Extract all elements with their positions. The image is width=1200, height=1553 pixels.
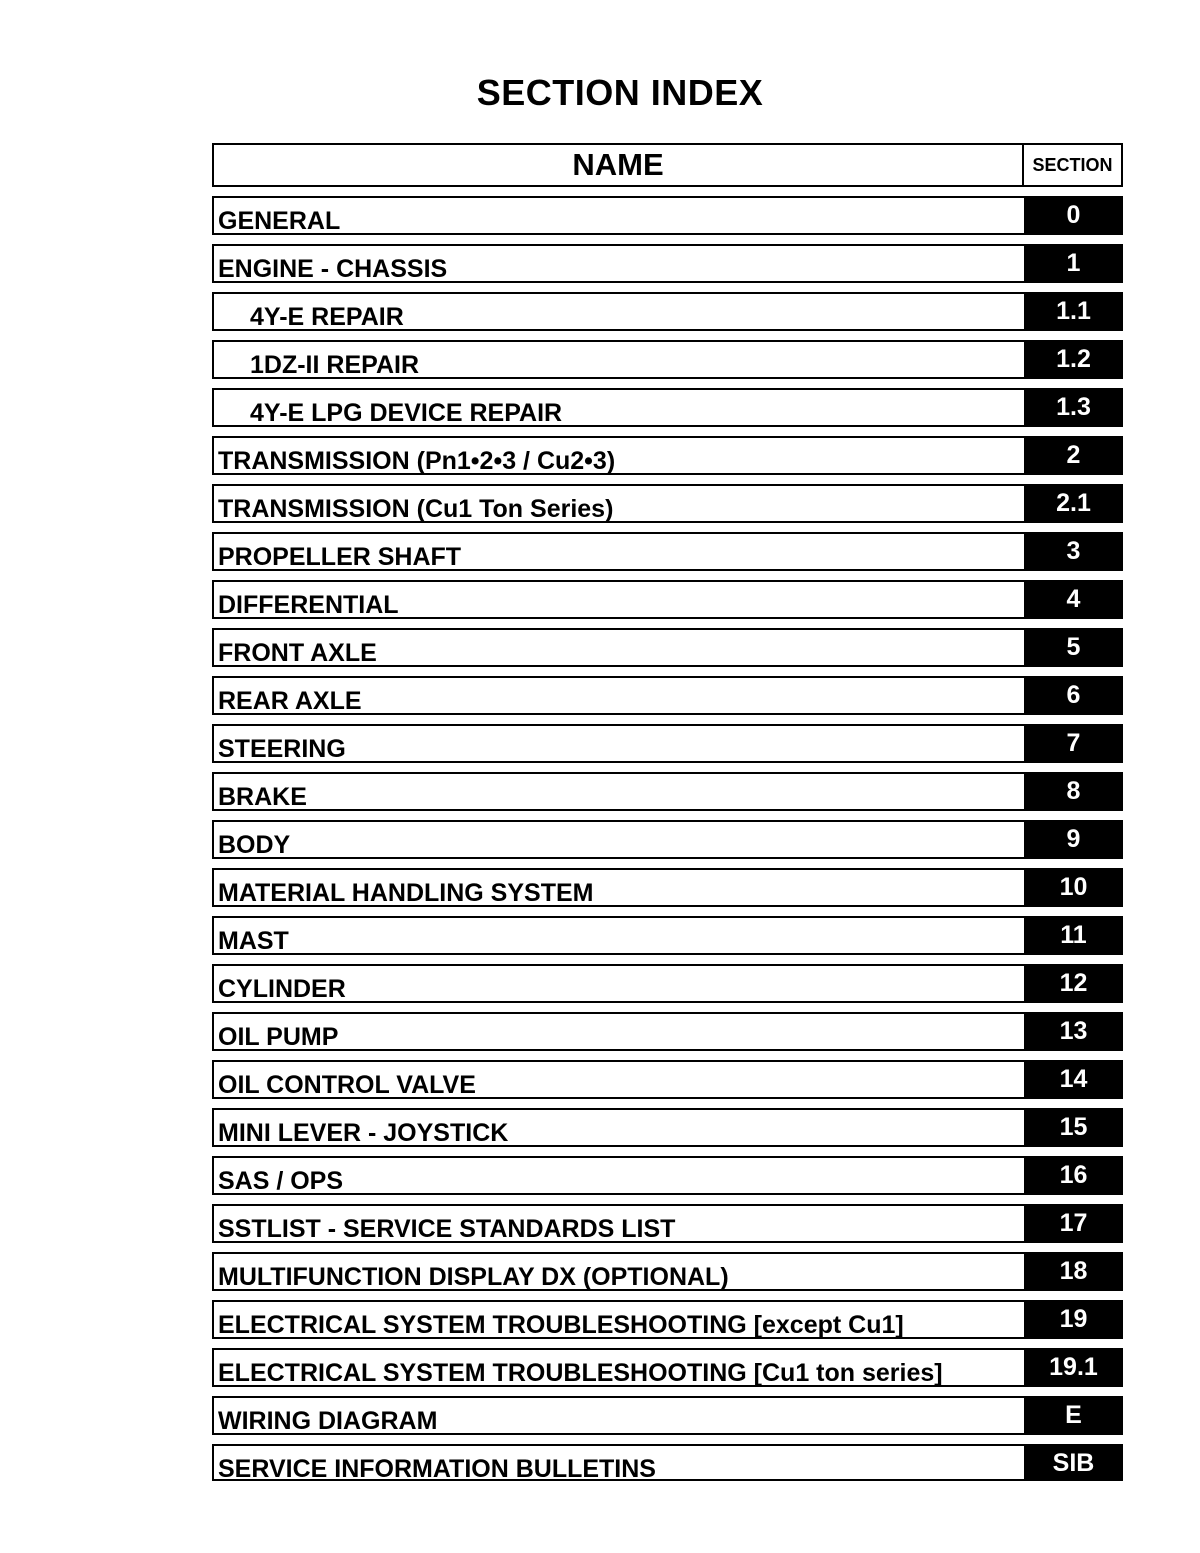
- section-number: 17: [1024, 1204, 1123, 1243]
- section-name: ENGINE - CHASSIS: [218, 255, 448, 281]
- section-number: 2.1: [1024, 484, 1123, 523]
- section-name: MAST: [218, 927, 289, 953]
- section-name: TRANSMISSION (Cu1 Ton Series): [218, 495, 614, 521]
- index-row[interactable]: [212, 244, 1123, 283]
- name-column-header: NAME: [214, 145, 1024, 185]
- index-row[interactable]: [212, 1444, 1123, 1481]
- index-row[interactable]: [212, 388, 1123, 427]
- section-number: 5: [1024, 628, 1123, 667]
- section-name: 4Y-E REPAIR: [250, 303, 404, 329]
- index-row[interactable]: [212, 532, 1123, 571]
- index-row[interactable]: [212, 1108, 1123, 1147]
- index-row[interactable]: [212, 964, 1123, 1003]
- section-name: MINI LEVER - JOYSTICK: [218, 1119, 509, 1145]
- section-name: SSTLIST - SERVICE STANDARDS LIST: [218, 1215, 676, 1241]
- index-row[interactable]: [212, 724, 1123, 763]
- section-number: SIB: [1024, 1444, 1123, 1481]
- index-row[interactable]: [212, 772, 1123, 811]
- index-row[interactable]: [212, 1204, 1123, 1243]
- section-name: TRANSMISSION (Pn1•2•3 / Cu2•3): [218, 447, 616, 473]
- index-row[interactable]: [212, 676, 1123, 715]
- section-column-header: SECTION: [1032, 155, 1113, 175]
- section-number: E: [1024, 1396, 1123, 1435]
- section-name: MATERIAL HANDLING SYSTEM: [218, 879, 594, 905]
- section-number: 11: [1024, 916, 1123, 955]
- section-name: STEERING: [218, 735, 346, 761]
- section-number: 1.1: [1024, 292, 1123, 331]
- section-number: 12: [1024, 964, 1123, 1003]
- section-number: 4: [1024, 580, 1123, 619]
- section-name: ELECTRICAL SYSTEM TROUBLESHOOTING [except Cu1]: [218, 1311, 904, 1337]
- index-row[interactable]: [212, 484, 1123, 523]
- section-number: 15: [1024, 1108, 1123, 1147]
- section-number: 2: [1024, 436, 1123, 475]
- section-name: REAR AXLE: [218, 687, 362, 713]
- section-name: GENERAL: [218, 207, 341, 233]
- index-row[interactable]: [212, 868, 1123, 907]
- index-row[interactable]: [212, 1156, 1123, 1195]
- index-row[interactable]: [212, 1348, 1123, 1387]
- section-number: 8: [1024, 772, 1123, 811]
- section-number: 10: [1024, 868, 1123, 907]
- section-number: 7: [1024, 724, 1123, 763]
- section-name: DIFFERENTIAL: [218, 591, 399, 617]
- section-number: 1.3: [1024, 388, 1123, 427]
- section-name: CYLINDER: [218, 975, 346, 1001]
- section-name: PROPELLER SHAFT: [218, 543, 462, 569]
- index-row[interactable]: [212, 580, 1123, 619]
- index-row[interactable]: [212, 820, 1123, 859]
- index-row[interactable]: [212, 1060, 1123, 1099]
- index-row[interactable]: [212, 340, 1123, 379]
- section-name: MULTIFUNCTION DISPLAY DX (OPTIONAL): [218, 1263, 729, 1289]
- index-row[interactable]: [212, 1300, 1123, 1339]
- section-number: 16: [1024, 1156, 1123, 1195]
- section-number: 18: [1024, 1252, 1123, 1291]
- section-number: 6: [1024, 676, 1123, 715]
- section-number: 13: [1024, 1012, 1123, 1051]
- index-row[interactable]: [212, 292, 1123, 331]
- section-name: SAS / OPS: [218, 1167, 344, 1193]
- section-name: WIRING DIAGRAM: [218, 1407, 438, 1433]
- section-number: 0: [1024, 196, 1123, 235]
- index-row[interactable]: [212, 916, 1123, 955]
- index-row[interactable]: [212, 1012, 1123, 1051]
- section-number: 14: [1024, 1060, 1123, 1099]
- section-name: OIL CONTROL VALVE: [218, 1071, 476, 1097]
- section-name: SERVICE INFORMATION BULLETINS: [218, 1455, 656, 1479]
- section-number: 19.1: [1024, 1348, 1123, 1387]
- section-number: 1: [1024, 244, 1123, 283]
- section-name: BRAKE: [218, 783, 307, 809]
- section-number: 3: [1024, 532, 1123, 571]
- index-row[interactable]: [212, 196, 1123, 235]
- index-row[interactable]: [212, 628, 1123, 667]
- section-name: 1DZ-II REPAIR: [250, 351, 419, 377]
- section-name: ELECTRICAL SYSTEM TROUBLESHOOTING [Cu1 ton series]: [218, 1359, 943, 1385]
- section-name: FRONT AXLE: [218, 639, 377, 665]
- section-number: 1.2: [1024, 340, 1123, 379]
- section-number: 9: [1024, 820, 1123, 859]
- section-name: 4Y-E LPG DEVICE REPAIR: [250, 399, 563, 425]
- section-name: OIL PUMP: [218, 1023, 339, 1049]
- section-number: 19: [1024, 1300, 1123, 1339]
- page-title: SECTION INDEX: [476, 72, 764, 113]
- section-name: BODY: [218, 831, 291, 857]
- index-row[interactable]: [212, 1396, 1123, 1435]
- index-row[interactable]: [212, 436, 1123, 475]
- table-header: [212, 143, 1123, 187]
- index-row[interactable]: [212, 1252, 1123, 1291]
